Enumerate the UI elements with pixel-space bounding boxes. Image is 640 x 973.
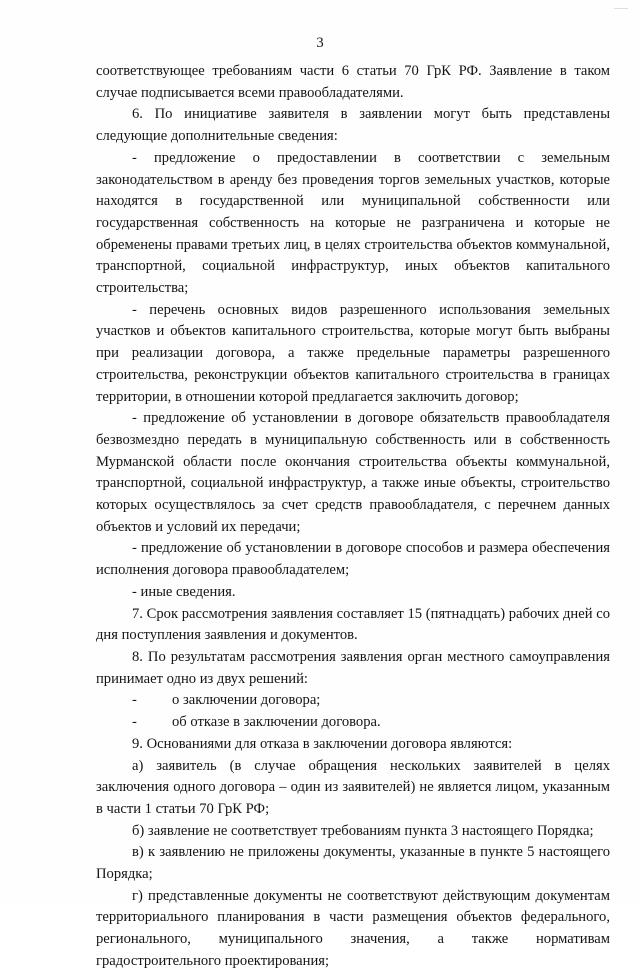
list-dash: - (132, 714, 137, 731)
list-item-text: о заключении договора; (172, 692, 321, 709)
paragraph-item-9g: г) представленные документы не соответствуют действующим документам территориального планирования в части размещения объектов федерального, регионального, муниципального значения, а также нормативам градостроительного проектирования; (96, 887, 610, 969)
paragraph-item-8: 8. По результатам рассмотрения заявления орган местного самоуправления принимает одно из двух решений: (96, 648, 610, 687)
paragraph-security-methods: - предложение об установлении в договоре способов и размера обеспечения исполнения договора правообладателем; (96, 540, 610, 579)
list-dash: - (132, 692, 137, 709)
paragraph-item-9a: а) заявитель (в случае обращения нескольких заявителей в целях заключения одного договора – один из заявителей) не является лицом, указанным в части 1 статьи 70 ГрК РФ; (96, 757, 610, 817)
list-item-text: об отказе в заключении договора. (172, 714, 381, 731)
paragraph-item-7: 7. Срок рассмотрения заявления составляет 15 (пятнадцать) рабочих дней со дня поступления заявления и документов. (96, 605, 610, 644)
scan-artifact (614, 8, 628, 15)
list-item-conclude (96, 690, 610, 712)
paragraph-permitted-use-list: - перечень основных видов разрешенного использования земельных участков и объектов капитального строительства, которые могут быть выбраны при реализации договора, а также предельные параметры разрешенного строительства, реконструкции объектов капитального строительства в границах территории, в отношении которой предлагается заключить договор; (96, 301, 610, 405)
paragraph-transfer-obligations: - предложение об установлении в договоре обязательств правообладателя безвозмездно передать в муниципальную собственность или в собственность Мурманской области после окончания строительства объекты коммунальной, транспортной, социальной инфраструктур, а также иные объекты, строительство которых осуществлялось за счет средств правообладателя, с перечнем данных объектов и условий их передачи; (96, 410, 610, 535)
paragraph-item-9v: в) к заявлению не приложены документы, указанные в пункте 5 настоящего Порядка; (96, 844, 610, 883)
paragraph-item-6: 6. По инициативе заявителя в заявлении могут быть представлены следующие дополнительные сведения: (96, 106, 610, 145)
list-item-refuse (96, 712, 610, 734)
paragraph-item-9: 9. Основаниями для отказа в заключении договора являются: (132, 735, 513, 752)
paragraph-lease-proposal: - предложение о предоставлении в соответствии с земельным законодательством в аренду без проведения торгов земельных участков, которые находятся в государственной или муниципальной собственности или государственная собственность на которые не разграничена и которые не обременены правами третьих лиц, в целях строительства объектов коммунальной, транспортной, социальной инфраструктур, иных объектов капитального строительства; (96, 149, 610, 297)
paragraph-continuation: соответствующее требованиям части 6 статьи 70 ГрК РФ. Заявление в таком случае подписывается всеми правообладателями. (96, 63, 610, 101)
paragraph-other-info: - иные сведения. (132, 583, 236, 600)
paragraph-item-9b: б) заявление не соответствует требованиям пункта 3 настоящего Порядка; (132, 822, 594, 839)
document-body (96, 61, 610, 973)
page-number: 3 (316, 35, 324, 51)
